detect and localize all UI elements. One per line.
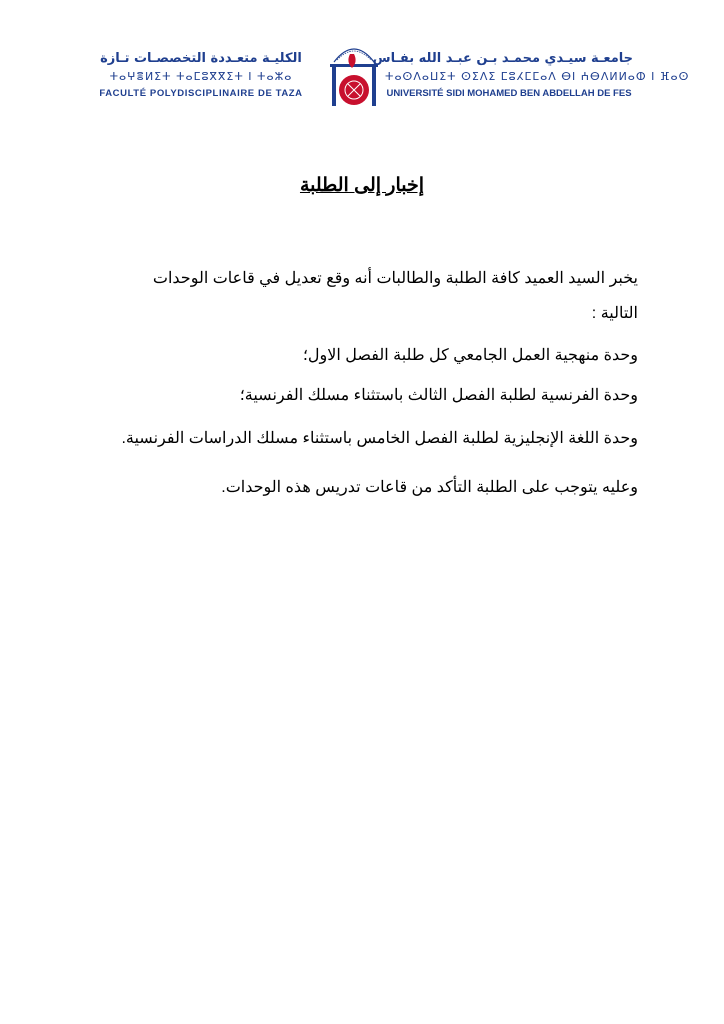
body-line-unit-2: وحدة الفرنسية لطلبة الفصل الثالث باستثناء مسلك الفرنسية؛ [239,387,638,404]
body-line-unit-3: وحدة اللغة الإنجليزية لطلبة الفصل الخامس باستثناء مسلك الدراسات الفرنسية. [121,430,638,447]
faculty-name-arabic: الكليـة متعـددة التخصصـات تـازة [100,51,302,66]
document-title: إخبار إلى الطلبة [299,175,425,196]
body-line-unit-1: وحدة منهجية العمل الجامعي كل طلبة الفصل الاول؛ [302,347,638,364]
university-name-tifinagh: ⵜⴰⵙⴷⴰⵡⵉⵜ ⵙⵉⴷⵉ ⵎⵓⵃⵎⵎⴰⴷ ⴱⵏ ⵄⴱⴷⵍⵍⴰⵀ ⵏ ⴼⴰⵙ [385,70,690,83]
university-name-arabic: جامعـة سيـدي محمـد بـن عبـد الله بفـاس [372,51,633,66]
university-header [372,50,690,102]
body-line-intro-continued: التالية : [591,305,638,322]
faculty-header [86,50,316,102]
body-line-conclusion: وعليه يتوجب على الطلبة التأكد من قاعات تدريس هذه الوحدات. [221,479,638,496]
faculty-name-tifinagh: ⵜⴰⵖⴻⵍⵉⵜ ⵜⴰⵎⵓⴳⴳⵉⵜ ⵏ ⵜⴰⵣⴰ [109,70,293,83]
faculty-name-french: FACULTÉ POLYDISCIPLINAIRE DE TAZA [99,88,303,99]
body-line-intro: يخبر السيد العميد كافة الطلبة والطالبات أنه وقع تعديل في قاعات الوحدات [152,270,638,287]
university-name-french: UNIVERSITÉ SIDI MOHAMED BEN ABDELLAH DE FES [386,88,632,99]
